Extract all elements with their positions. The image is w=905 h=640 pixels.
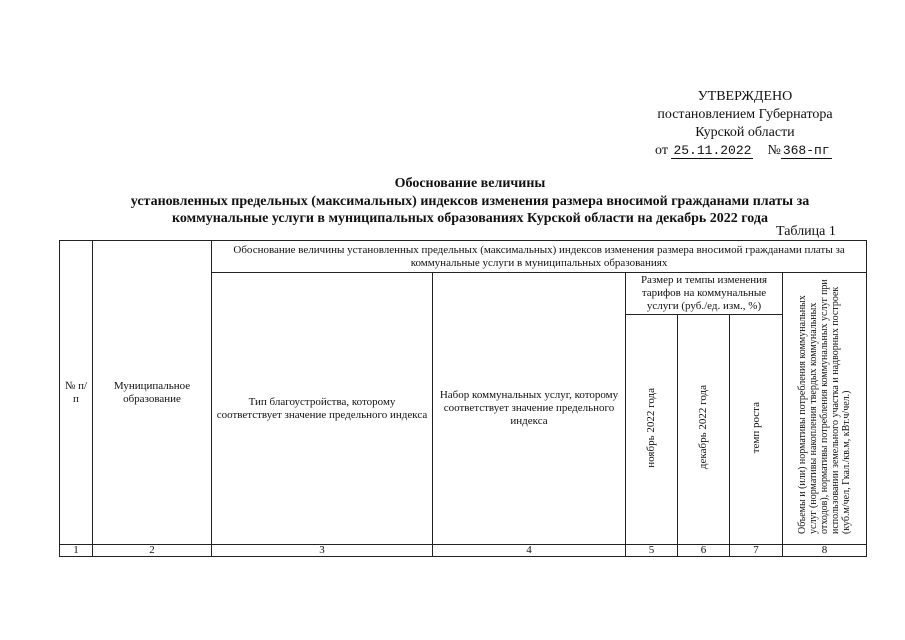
header-row-number: № п/п — [60, 241, 93, 545]
column-number: 4 — [433, 545, 626, 557]
header-growth: темп роста — [749, 401, 762, 454]
header-november-cell — [626, 315, 678, 545]
approved-by: постановлением Губернатора — [657, 107, 833, 122]
justification-table — [59, 240, 867, 557]
header-december: декабрь 2022 года — [697, 385, 709, 470]
column-number: 5 — [626, 545, 678, 557]
column-number: 1 — [60, 545, 93, 557]
header-growth-cell — [730, 315, 783, 545]
table-label: Таблица 1 — [776, 224, 836, 239]
approval-block — [640, 88, 850, 160]
from-label: от — [655, 143, 668, 158]
column-number-row — [60, 545, 867, 557]
approval-number: 368-пг — [782, 143, 830, 158]
header-municipality: Муниципальное образование — [93, 241, 212, 545]
header-group: Обоснование величины установленных предельных (максимальных) индексов изменения размера вносимой гражданами платы за коммунальные услуги в муниципальных образованиях — [212, 241, 867, 273]
column-number: 7 — [730, 545, 783, 557]
document-title-line1: Обоснование величины — [394, 176, 546, 191]
column-number: 2 — [93, 545, 212, 557]
document-title-line2: установленных предельных (максимальных) индексов изменения размера вносимой гражданами платы за — [130, 194, 810, 209]
document-title-line3: коммунальные услуги в муниципальных образованиях Курской области на декабрь 2022 года — [172, 211, 768, 226]
approval-date: 25.11.2022 — [673, 143, 752, 158]
approval-date-line — [640, 142, 850, 160]
approved-label: УТВЕРЖДЕНО — [697, 89, 793, 104]
header-volume-cell — [783, 273, 867, 545]
column-number: 8 — [783, 545, 867, 557]
header-service-set: Набор коммунальных услуг, которому соответствует значение предельного индекса — [433, 273, 626, 545]
header-improvement-type: Тип благоустройства, которому соответствует значение предельного индекса — [212, 273, 433, 545]
header-november: ноябрь 2022 года — [645, 387, 657, 468]
column-number: 6 — [678, 545, 730, 557]
approved-region: Курской области — [695, 125, 795, 140]
header-december-cell — [678, 315, 730, 545]
number-sign: № — [767, 143, 781, 158]
column-number: 3 — [212, 545, 433, 557]
header-tariff-group: Размер и темпы изменения тарифов на коммунальные услуги (руб./ед. изм., %) — [626, 273, 783, 315]
header-volume: Объемы и (или) нормативы потребления коммунальных услуг (нормативы накопления твердых коммунальных отходов), нормативы потребления коммунальных услуг при использовании земельного участка и надворных построек (куб.м/чел, Гкал./кв.м, кВт.ч/чел.) — [797, 279, 853, 534]
